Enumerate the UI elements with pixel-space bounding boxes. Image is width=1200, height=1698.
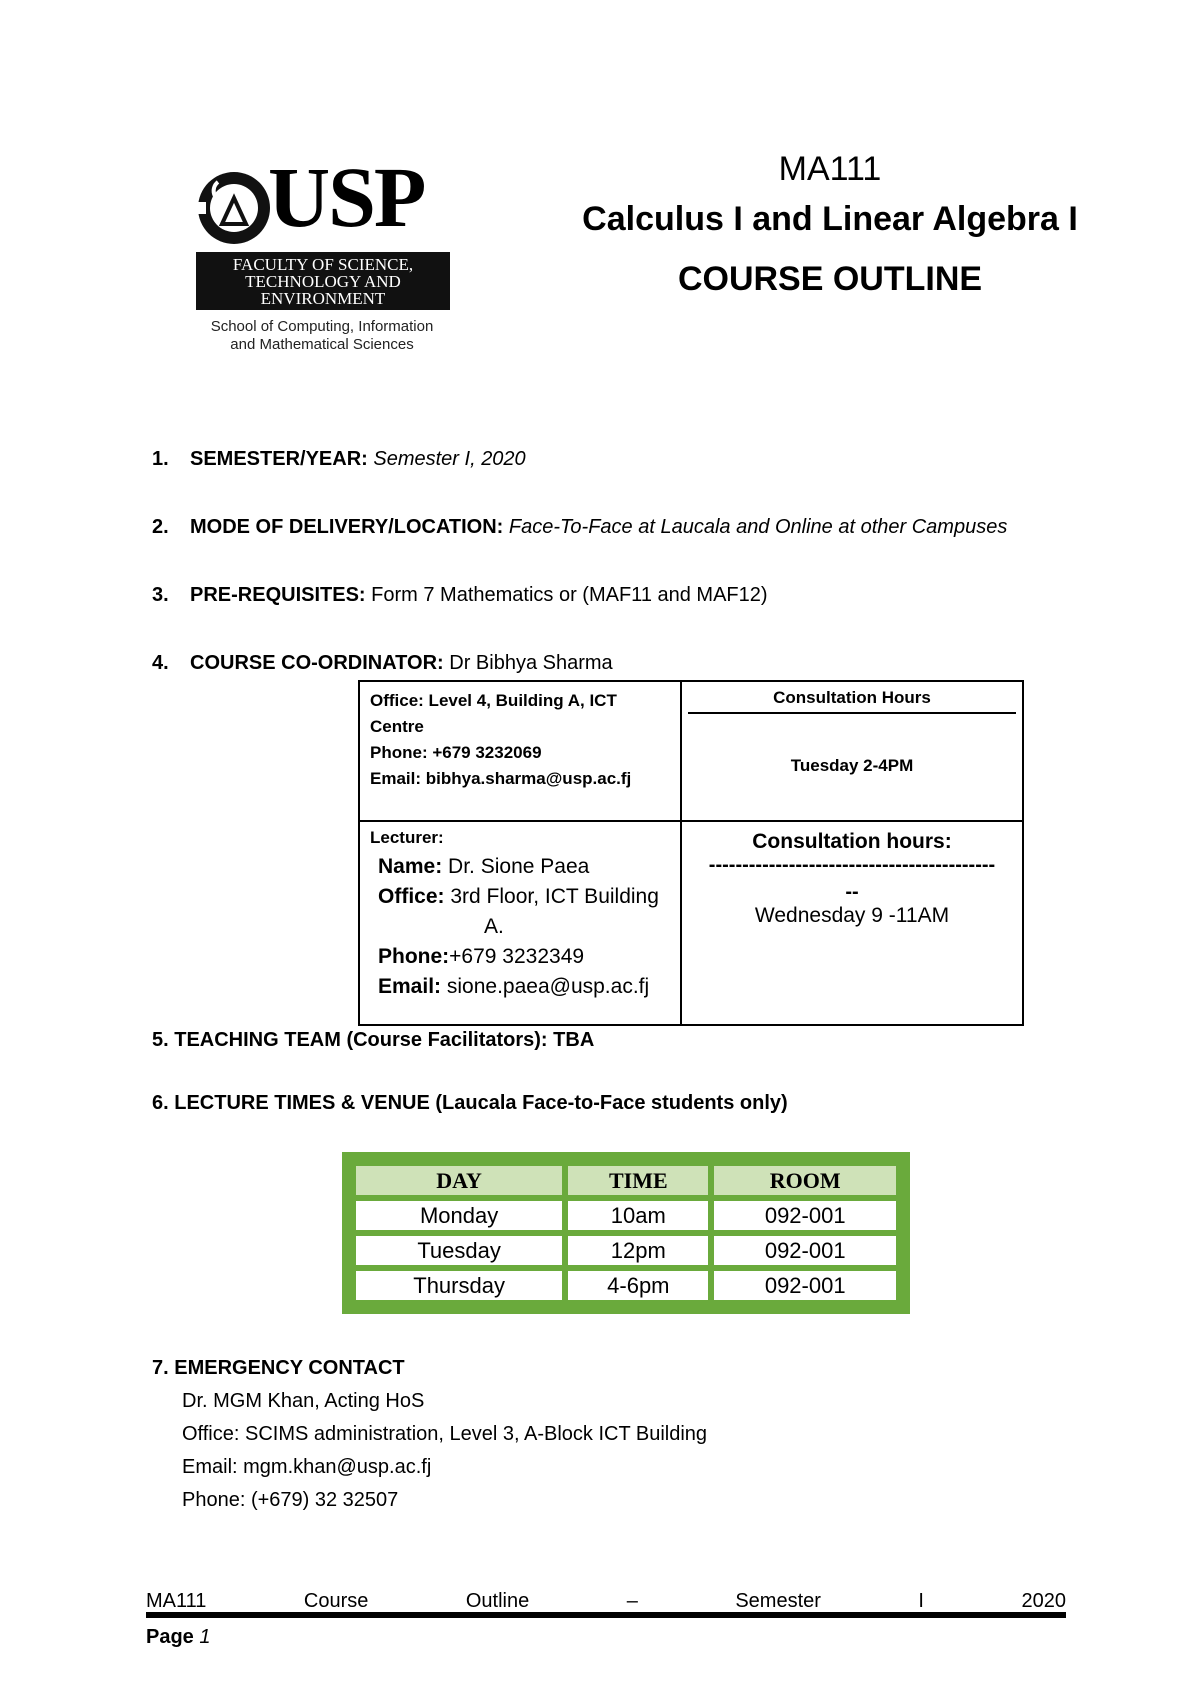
- logo-faculty-line: FACULTY OF SCIENCE,: [232, 254, 414, 274]
- footer-word: Semester: [735, 1590, 821, 1612]
- coordinator-phone: Phone: +679 3232069: [370, 743, 542, 762]
- footer-word: Course: [303, 1590, 369, 1612]
- usp-logo: [192, 149, 452, 362]
- item-value: Form 7 Mathematics or (MAF11 and MAF12): [371, 584, 768, 606]
- table-header-row: [356, 1166, 896, 1195]
- footer-word: Outline: [465, 1590, 530, 1612]
- item-number: 3.: [152, 584, 169, 606]
- lecturer-name-label: Name:: [378, 855, 443, 878]
- lecturer-name-value: Dr. Sione Paea: [448, 855, 590, 878]
- lecturer-label: Lecturer:: [370, 828, 444, 847]
- emergency-heading: 7. EMERGENCY CONTACT: [152, 1357, 405, 1379]
- footer-rule: [146, 1612, 1066, 1618]
- item-mode: [152, 514, 1007, 540]
- lecturer-office-value: 3rd Floor, ICT Building: [450, 885, 659, 908]
- item-label: COURSE CO-ORDINATOR:: [190, 652, 444, 674]
- coordinator-email: Email: bibhya.sharma@usp.ac.fj: [370, 769, 632, 788]
- lecturer-phone: [370, 942, 670, 972]
- dashed-separator: -------------------------------------------: [708, 854, 996, 876]
- room-cell: 092-001: [714, 1236, 896, 1265]
- page-label: Page: [146, 1626, 194, 1648]
- lecturer-office-label: Office:: [378, 885, 445, 908]
- room-cell: 092-001: [714, 1201, 896, 1230]
- emergency-phone: Phone: (+679) 32 32507: [182, 1489, 399, 1511]
- course-code: MA111: [778, 150, 882, 188]
- lecturer-name: [370, 852, 670, 882]
- course-name: Calculus I and Linear Algebra I: [582, 200, 1078, 238]
- teaching-team: 5. TEACHING TEAM (Course Facilitators): TBA: [152, 1029, 595, 1051]
- logo-wordmark: USP: [268, 149, 425, 245]
- dash-continuation: --: [845, 881, 859, 903]
- time-cell: 10am: [568, 1201, 708, 1230]
- item-number: 2.: [152, 516, 169, 538]
- day-cell: Tuesday: [356, 1236, 562, 1265]
- page-number: [146, 1626, 211, 1649]
- lecturer-office: [370, 882, 670, 912]
- coordinator-table: [358, 680, 1024, 1026]
- logo-faculty-line: ENVIRONMENT: [260, 288, 386, 308]
- logo-faculty-box: [196, 252, 450, 310]
- coordinator-contact-cell: [359, 681, 681, 821]
- table-row: [356, 1271, 896, 1300]
- item-value: Dr Bibhya Sharma: [449, 652, 613, 674]
- usp-emblem-icon: [192, 168, 278, 246]
- day-cell: Monday: [356, 1201, 562, 1230]
- item-number: 1.: [152, 448, 169, 470]
- lecture-times-table: [342, 1152, 910, 1314]
- emergency-contact: [152, 1352, 707, 1517]
- lecturer-consultation-heading: Consultation hours:: [752, 830, 952, 853]
- table-row: [356, 1236, 896, 1265]
- lecture-times-heading: 6. LECTURE TIMES & VENUE (Laucala Face-to-Face students only): [152, 1092, 788, 1114]
- lecturer-contact-cell: [359, 821, 681, 1025]
- footer-text: [146, 1590, 1066, 1613]
- page-number-value: 1: [199, 1626, 211, 1648]
- lecturer-email-value: sione.paea@usp.ac.fj: [446, 975, 650, 998]
- logo-faculty-line: TECHNOLOGY AND: [245, 271, 401, 291]
- lecturer-email-label: Email:: [378, 975, 442, 998]
- time-cell: 12pm: [568, 1236, 708, 1265]
- coordinator-office: Office: Level 4, Building A, ICT: [370, 691, 617, 710]
- emergency-name: Dr. MGM Khan, Acting HoS: [182, 1390, 425, 1412]
- item-value: Semester I, 2020: [373, 448, 526, 470]
- column-header-room: ROOM: [714, 1166, 896, 1195]
- footer-word: –: [626, 1590, 638, 1612]
- item-prereq: [152, 582, 768, 608]
- lecturer-consultation-time: Wednesday 9 -11AM: [754, 904, 950, 927]
- footer-word: I: [918, 1590, 924, 1612]
- footer-word: 2020: [1021, 1590, 1066, 1612]
- lecturer-email: [370, 972, 670, 1002]
- logo-school-line: and Mathematical Sciences: [230, 336, 414, 353]
- coordinator-office-cont: Centre: [370, 717, 424, 736]
- logo-school: [192, 318, 452, 354]
- item-coordinator: [152, 650, 613, 676]
- room-cell: 092-001: [714, 1271, 896, 1300]
- item-number: 4.: [152, 652, 169, 674]
- footer-word: MA111: [146, 1590, 207, 1612]
- logo-school-line: School of Computing, Information: [210, 318, 434, 335]
- document-title: COURSE OUTLINE: [677, 260, 983, 298]
- consultation-time: Tuesday 2-4PM: [790, 756, 914, 775]
- item-semester: [152, 446, 526, 472]
- time-cell: 4-6pm: [568, 1271, 708, 1300]
- lecturer-office-cont: A.: [484, 915, 504, 938]
- column-header-time: TIME: [568, 1166, 708, 1195]
- coordinator-consultation-cell: [681, 681, 1023, 821]
- consultation-heading: Consultation Hours: [688, 688, 1016, 714]
- item-value: Face-To-Face at Laucala and Online at other Campuses: [508, 516, 1008, 538]
- lecturer-phone-label: Phone:: [378, 945, 450, 968]
- column-header-day: DAY: [356, 1166, 562, 1195]
- day-cell: Thursday: [356, 1271, 562, 1300]
- item-label: MODE OF DELIVERY/LOCATION:: [190, 516, 504, 538]
- lecturer-phone-value: +679 3232349: [449, 945, 585, 968]
- item-label: SEMESTER/YEAR:: [190, 448, 368, 470]
- item-label: PRE-REQUISITES:: [190, 584, 366, 606]
- lecturer-consultation-cell: [681, 821, 1023, 1025]
- table-row: [356, 1201, 896, 1230]
- emergency-email: Email: mgm.khan@usp.ac.fj: [182, 1456, 432, 1478]
- emergency-office: Office: SCIMS administration, Level 3, A-Block ICT Building: [182, 1423, 708, 1445]
